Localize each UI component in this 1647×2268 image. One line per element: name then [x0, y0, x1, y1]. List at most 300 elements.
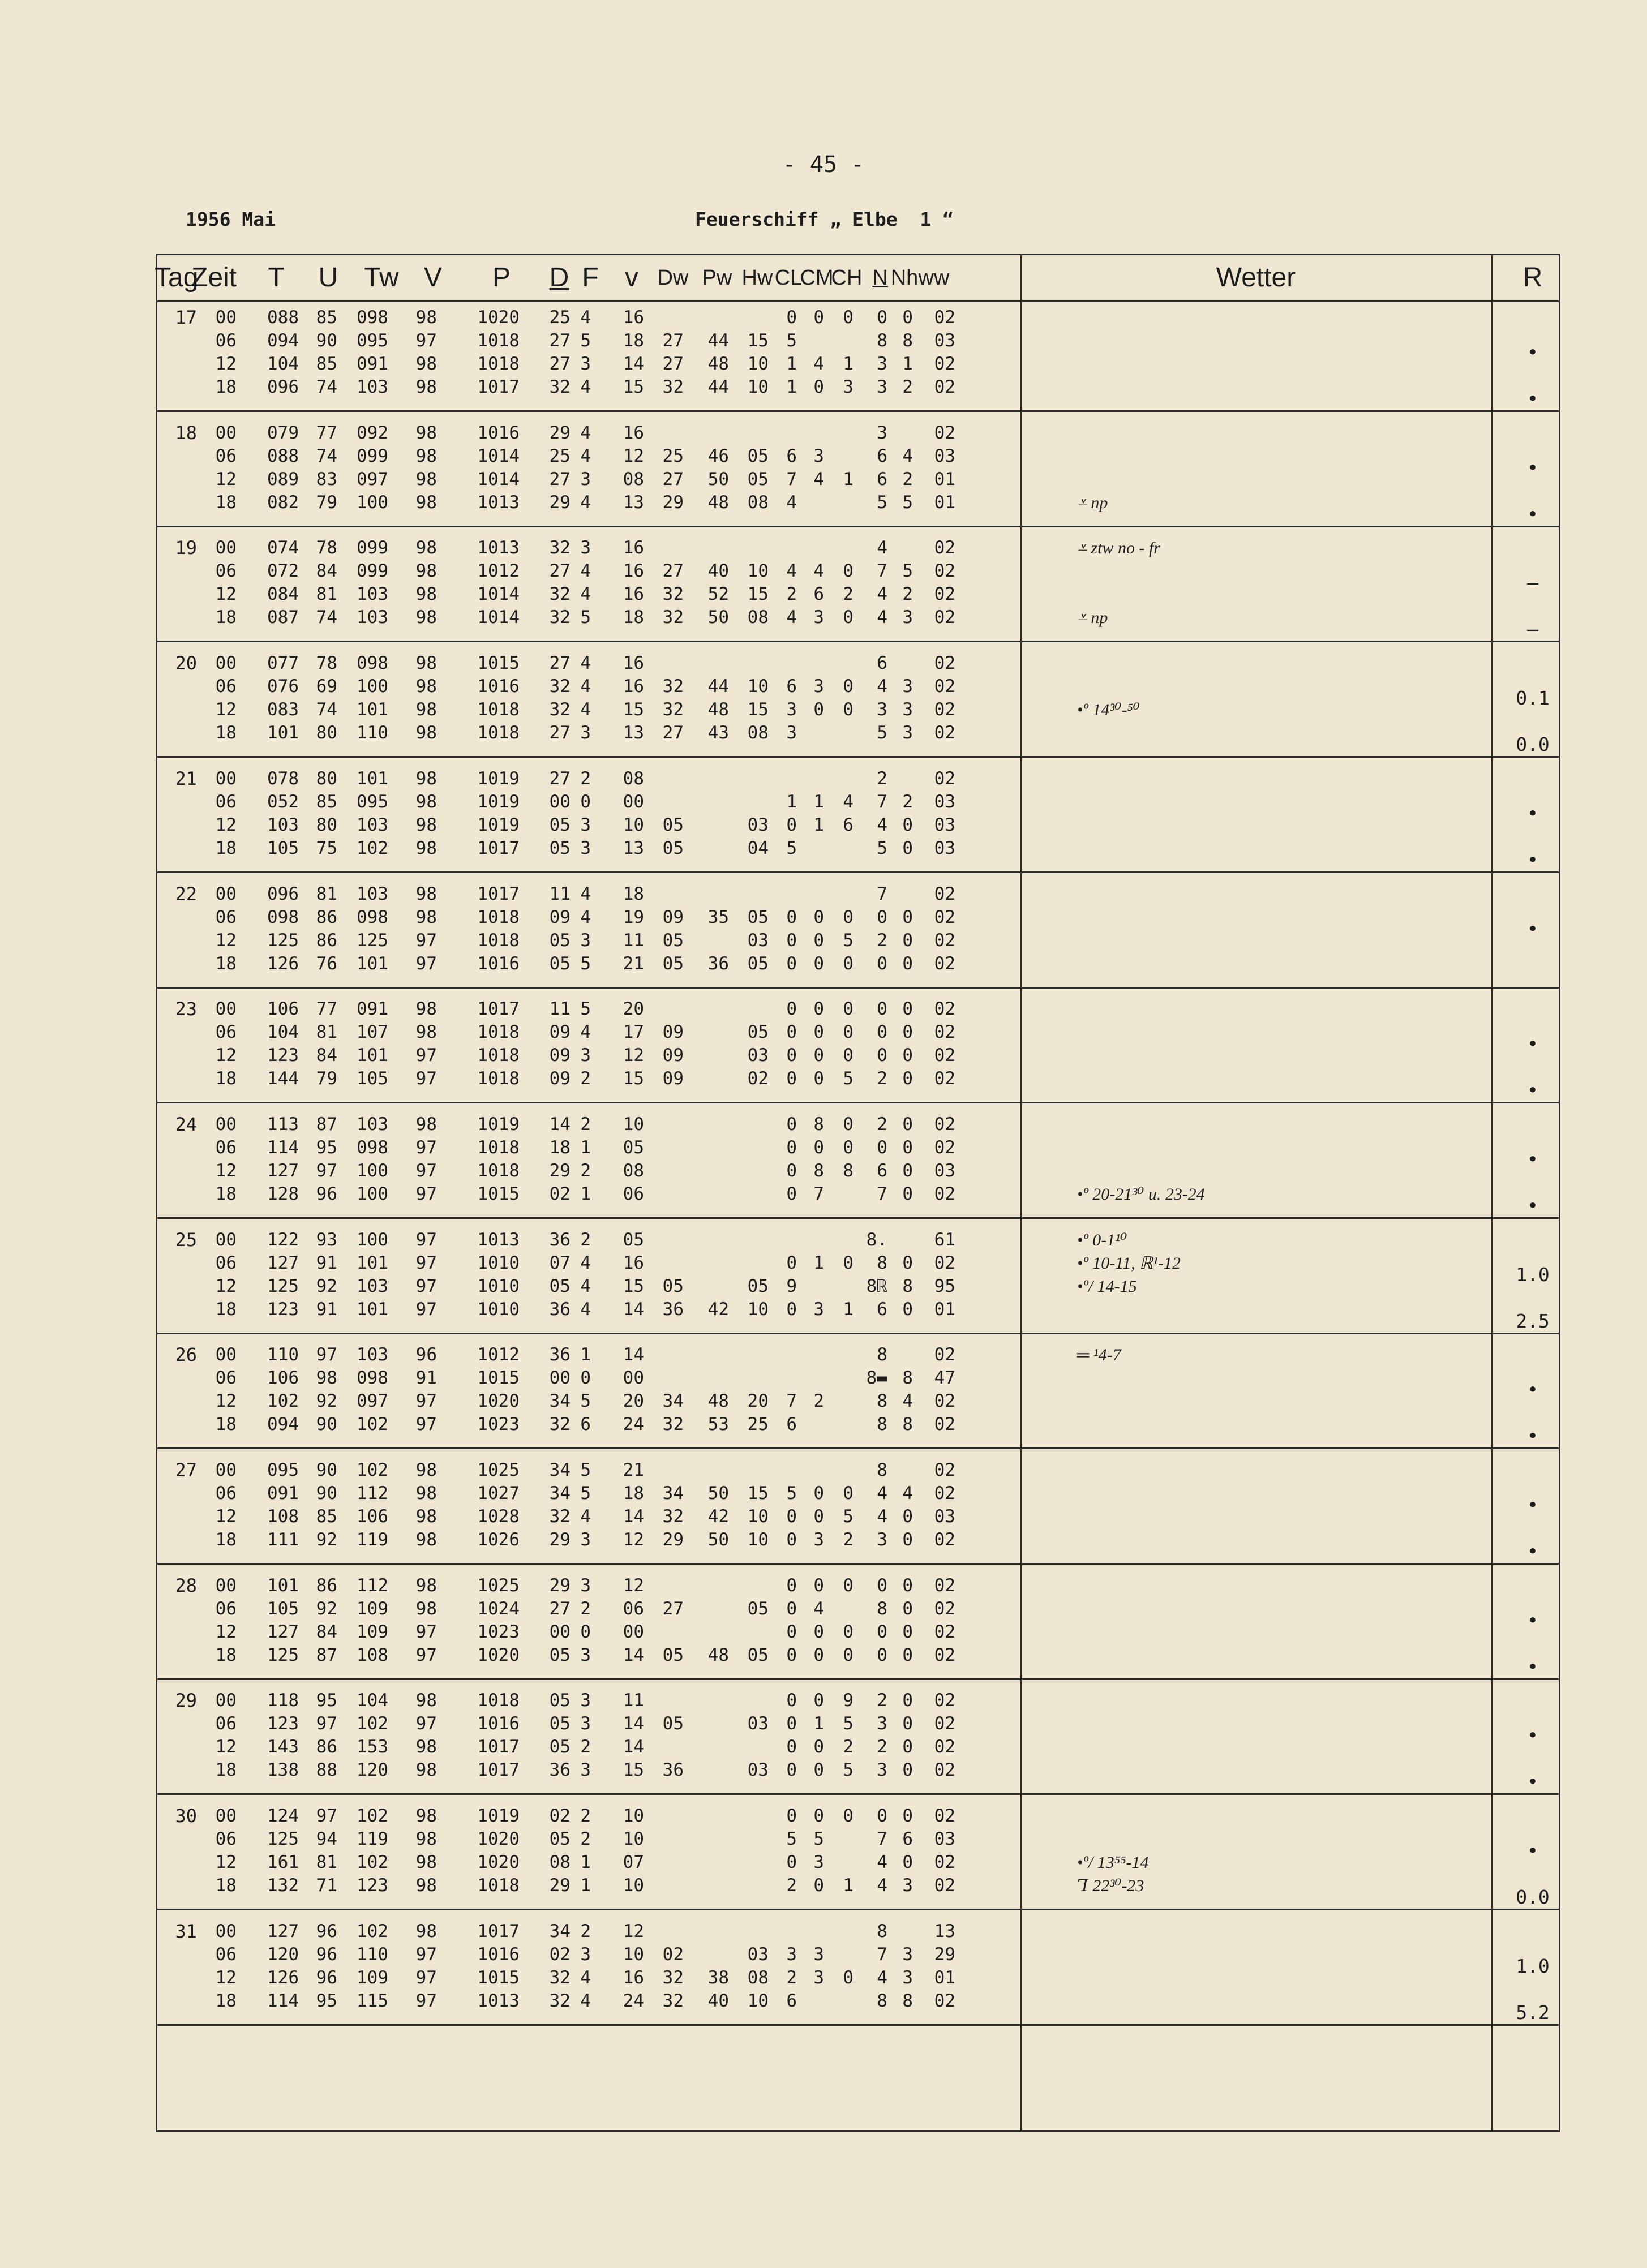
cell-u: 92 — [316, 1530, 337, 1550]
header-n: N — [872, 266, 888, 290]
observation-row — [157, 536, 1020, 560]
observation-row — [157, 1044, 1020, 1067]
header-r: R — [1522, 263, 1543, 293]
cell-tw: 100 — [357, 492, 388, 513]
day-separator — [157, 410, 1559, 412]
cell-zeit: 06 — [215, 1829, 237, 1850]
cell-p: 1026 — [477, 1530, 520, 1550]
cell-v: 98 — [415, 1760, 437, 1781]
cell-hw: 05 — [747, 1644, 769, 1665]
cell-zeit: 12 — [215, 1045, 237, 1066]
cell-t: 101 — [267, 723, 299, 744]
cell-cm: 3 — [813, 607, 824, 628]
header-ww: ww — [918, 266, 950, 290]
cell-zeit: 06 — [215, 445, 237, 466]
cell-zeit: 12 — [215, 814, 237, 835]
cell-f: 4 — [580, 699, 591, 720]
cell-v: 98 — [415, 445, 437, 466]
cell-ww: 02 — [934, 1022, 955, 1043]
day-number: 29 — [175, 1690, 197, 1712]
cell-n: 5 — [877, 492, 887, 513]
cell-p: 1010 — [477, 1275, 520, 1296]
cell-v: 98 — [415, 883, 437, 904]
observation-row — [157, 998, 1020, 1021]
cell-tw: 103 — [357, 607, 388, 628]
cell-p: 1020 — [477, 1829, 520, 1850]
cell-cm: 1 — [813, 1713, 824, 1734]
cell-pw: 44 — [707, 377, 729, 397]
precipitation-value: • — [1527, 1194, 1538, 1217]
cell-cl: 0 — [786, 1160, 797, 1181]
weather-note: •º/ 14-15 — [1077, 1277, 1137, 1296]
cell-nh: 0 — [902, 1045, 913, 1066]
cell-ww: 47 — [934, 1368, 955, 1389]
cell-ww: 03 — [934, 814, 955, 835]
cell-pw: 44 — [707, 330, 729, 351]
day-number: 25 — [175, 1228, 197, 1251]
cell-v: 16 — [623, 584, 644, 605]
precipitation-value: • — [1527, 917, 1538, 940]
observation-row — [157, 1874, 1020, 1897]
cell-v: 20 — [623, 999, 644, 1020]
cell-zeit: 18 — [215, 492, 237, 513]
cell-nh: 1 — [902, 354, 913, 374]
cell-zeit: 00 — [215, 1460, 237, 1480]
cell-tw: 098 — [357, 907, 388, 927]
cell-v: 98 — [415, 1530, 437, 1550]
cell-hw: 05 — [747, 1022, 769, 1043]
cell-nh: 0 — [902, 953, 913, 974]
cell-hw: 10 — [747, 1530, 769, 1550]
cell-cm: 2 — [813, 1391, 824, 1412]
cell-dw: 09 — [662, 907, 684, 927]
cell-t: 076 — [267, 676, 299, 697]
cell-cm: 0 — [813, 1068, 824, 1089]
cell-dw: 34 — [662, 1483, 684, 1504]
cell-t: 074 — [267, 538, 299, 559]
cell-ch: 0 — [843, 1252, 853, 1273]
cell-u: 95 — [316, 1990, 337, 2011]
cell-t: 104 — [267, 354, 299, 374]
cell-v: 15 — [623, 1760, 644, 1781]
cell-dw: 36 — [662, 1299, 684, 1320]
observation-row — [157, 698, 1020, 721]
cell-pw: 40 — [707, 561, 729, 582]
cell-tw: 104 — [357, 1690, 388, 1711]
cell-u: 69 — [316, 676, 337, 697]
cell-tw: 102 — [357, 1460, 388, 1480]
cell-tw: 105 — [357, 1068, 388, 1089]
cell-tw: 102 — [357, 1414, 388, 1435]
cell-t: 123 — [267, 1045, 299, 1066]
cell-cm: 3 — [813, 445, 824, 466]
cell-f: 2 — [580, 1829, 591, 1850]
cell-ch: 0 — [843, 561, 853, 582]
observation-row — [157, 468, 1020, 491]
cell-zeit: 18 — [215, 1990, 237, 2011]
cell-dw: 27 — [662, 469, 684, 489]
day-number: 23 — [175, 998, 197, 1020]
day-separator — [157, 1102, 1559, 1103]
cell-zeit: 06 — [215, 1368, 237, 1389]
cell-p: 1013 — [477, 1990, 520, 2011]
cell-v: 15 — [623, 1068, 644, 1089]
cell-tw: 100 — [357, 1183, 388, 1204]
cell-pw: 48 — [707, 492, 729, 513]
cell-u: 96 — [316, 1183, 337, 1204]
cell-n: 4 — [877, 676, 887, 697]
cell-u: 79 — [316, 492, 337, 513]
cell-ww: 02 — [934, 1137, 955, 1158]
cell-nh: 0 — [902, 1713, 913, 1734]
cell-v: 14 — [623, 1345, 644, 1365]
cell-v: 98 — [415, 791, 437, 812]
header-v: v — [625, 263, 638, 293]
cell-u: 87 — [316, 1114, 337, 1135]
cell-nh: 0 — [902, 999, 913, 1020]
cell-u: 78 — [316, 653, 337, 674]
observation-row — [157, 1736, 1020, 1759]
cell-f: 2 — [580, 1921, 591, 1941]
cell-tw: 100 — [357, 676, 388, 697]
cell-d: 36 — [549, 1760, 571, 1781]
cell-dw: 27 — [662, 354, 684, 374]
cell-pw: 52 — [707, 584, 729, 605]
cell-dw: 32 — [662, 1967, 684, 1988]
cell-pw: 48 — [707, 1391, 729, 1412]
cell-tw: 109 — [357, 1967, 388, 1988]
cell-nh: 0 — [902, 1160, 913, 1181]
cell-u: 74 — [316, 377, 337, 397]
cell-ww: 02 — [934, 999, 955, 1020]
cell-zeit: 18 — [215, 1068, 237, 1089]
cell-cl: 0 — [786, 1114, 797, 1135]
cell-n: 0 — [877, 907, 887, 927]
day-separator — [157, 987, 1559, 989]
cell-u: 85 — [316, 791, 337, 812]
cell-n: 4 — [877, 814, 887, 835]
cell-ww: 03 — [934, 1506, 955, 1527]
cell-v: 16 — [623, 1252, 644, 1273]
cell-nh: 8 — [902, 1275, 913, 1296]
cell-t: 111 — [267, 1530, 299, 1550]
cell-v: 98 — [415, 1483, 437, 1504]
cell-zeit: 00 — [215, 1575, 237, 1596]
cell-v: 13 — [623, 492, 644, 513]
cell-nh: 0 — [902, 1183, 913, 1204]
cell-zeit: 12 — [215, 469, 237, 489]
cell-v: 00 — [623, 1368, 644, 1389]
precipitation-value: • — [1527, 1079, 1538, 1102]
precipitation-value: 1.0 — [1516, 1955, 1550, 1977]
cell-f: 4 — [580, 584, 591, 605]
cell-nh: 0 — [902, 930, 913, 951]
cell-v: 97 — [415, 1414, 437, 1435]
cell-tw: 101 — [357, 768, 388, 789]
cell-zeit: 06 — [215, 1137, 237, 1158]
cell-nh: 0 — [902, 1621, 913, 1642]
cell-cm: 0 — [813, 1621, 824, 1642]
cell-cl: 5 — [786, 837, 797, 858]
cell-p: 1027 — [477, 1483, 520, 1504]
cell-tw: 098 — [357, 653, 388, 674]
weather-note: ⩡ ztw no - fr — [1077, 539, 1160, 558]
cell-v: 98 — [415, 1829, 437, 1850]
cell-tw: 103 — [357, 1114, 388, 1135]
cell-f: 2 — [580, 1598, 591, 1619]
cell-u: 81 — [316, 883, 337, 904]
cell-n: 3 — [877, 422, 887, 443]
cell-d: 05 — [549, 837, 571, 858]
cell-cm: 0 — [813, 999, 824, 1020]
cell-dw: 05 — [662, 837, 684, 858]
cell-v: 17 — [623, 1022, 644, 1043]
cell-p: 1010 — [477, 1299, 520, 1320]
cell-cm: 3 — [813, 676, 824, 697]
day-number: 30 — [175, 1805, 197, 1827]
cell-d: 05 — [549, 1737, 571, 1758]
cell-cl: 3 — [786, 723, 797, 744]
cell-ch: 0 — [843, 1644, 853, 1665]
cell-v: 10 — [623, 1944, 644, 1965]
cell-t: 123 — [267, 1713, 299, 1734]
cell-f: 3 — [580, 1530, 591, 1550]
cell-dw: 09 — [662, 1022, 684, 1043]
cell-d: 27 — [549, 653, 571, 674]
weather-note: •º 20-21³⁰ u. 23-24 — [1077, 1184, 1205, 1204]
cell-n: 6 — [877, 1160, 887, 1181]
cell-v: 97 — [415, 330, 437, 351]
observation-row — [157, 1459, 1020, 1482]
cell-v: 07 — [623, 1852, 644, 1873]
cell-u: 96 — [316, 1944, 337, 1965]
cell-tw: 120 — [357, 1760, 388, 1781]
cell-v: 10 — [623, 1114, 644, 1135]
cell-ww: 02 — [934, 1737, 955, 1758]
cell-u: 88 — [316, 1760, 337, 1781]
header-station: Feuerschiff „ Elbe 1 “ — [695, 208, 954, 230]
cell-d: 34 — [549, 1483, 571, 1504]
header-f: F — [582, 263, 599, 293]
cell-v: 97 — [415, 1252, 437, 1273]
cell-n: 8 — [877, 1460, 887, 1480]
cell-tw: 103 — [357, 584, 388, 605]
header-hw: Hw — [741, 266, 773, 290]
cell-nh: 0 — [902, 1252, 913, 1273]
cell-zeit: 06 — [215, 676, 237, 697]
cell-f: 3 — [580, 1575, 591, 1596]
cell-v: 13 — [623, 837, 644, 858]
cell-hw: 05 — [747, 907, 769, 927]
cell-f: 0 — [580, 791, 591, 812]
observation-row — [157, 1759, 1020, 1782]
cell-u: 81 — [316, 1852, 337, 1873]
cell-v: 97 — [415, 1137, 437, 1158]
cell-f: 4 — [580, 561, 591, 582]
cell-f: 5 — [580, 999, 591, 1020]
cell-p: 1017 — [477, 1760, 520, 1781]
cell-p: 1017 — [477, 1921, 520, 1941]
cell-u: 81 — [316, 584, 337, 605]
cell-dw: 05 — [662, 1644, 684, 1665]
day-separator — [157, 2024, 1559, 2026]
cell-pw: 44 — [707, 676, 729, 697]
cell-f: 1 — [580, 1137, 591, 1158]
day-number: 31 — [175, 1920, 197, 1942]
cell-t: 113 — [267, 1114, 299, 1135]
cell-v: 91 — [415, 1368, 437, 1389]
cell-pw: 42 — [707, 1506, 729, 1527]
header-u: U — [318, 263, 338, 293]
cell-cm: 0 — [813, 953, 824, 974]
precipitation-value: 0.0 — [1516, 1886, 1550, 1909]
cell-ww: 03 — [934, 1829, 955, 1850]
cell-ww: 02 — [934, 930, 955, 951]
cell-dw: 29 — [662, 1530, 684, 1550]
precipitation-value: 0.1 — [1516, 687, 1550, 710]
observation-row — [157, 929, 1020, 952]
day-number: 21 — [175, 767, 197, 789]
cell-n: 7 — [877, 791, 887, 812]
cell-cl: 0 — [786, 1299, 797, 1320]
cell-n: 7 — [877, 1183, 887, 1204]
cell-ww: 02 — [934, 1414, 955, 1435]
cell-zeit: 06 — [215, 791, 237, 812]
observation-row — [157, 1275, 1020, 1298]
cell-d: 05 — [549, 1275, 571, 1296]
cell-zeit: 18 — [215, 1875, 237, 1896]
cell-u: 94 — [316, 1829, 337, 1850]
cell-tw: 125 — [357, 930, 388, 951]
cell-v: 98 — [415, 422, 437, 443]
cell-n: 5 — [877, 723, 887, 744]
cell-pw: 40 — [707, 1990, 729, 2011]
cell-p: 1013 — [477, 492, 520, 513]
cell-nh: 0 — [902, 1530, 913, 1550]
cell-ch: 0 — [843, 907, 853, 927]
cell-n: 8 — [877, 1414, 887, 1435]
cell-t: 089 — [267, 469, 299, 489]
cell-v: 97 — [415, 1299, 437, 1320]
cell-d: 25 — [549, 445, 571, 466]
cell-v: 98 — [415, 1921, 437, 1941]
cell-v: 06 — [623, 1183, 644, 1204]
cell-hw: 10 — [747, 1990, 769, 2011]
cell-f: 4 — [580, 1275, 591, 1296]
cell-n: 0 — [877, 1621, 887, 1642]
cell-ch: 3 — [843, 377, 853, 397]
cell-u: 86 — [316, 1737, 337, 1758]
cell-hw: 10 — [747, 377, 769, 397]
cell-tw: 098 — [357, 1368, 388, 1389]
cell-ww: 02 — [934, 1621, 955, 1642]
cell-p: 1018 — [477, 1690, 520, 1711]
cell-d: 05 — [549, 1829, 571, 1850]
observation-row — [157, 1828, 1020, 1851]
cell-cm: 3 — [813, 1967, 824, 1988]
cell-nh: 0 — [902, 1598, 913, 1619]
cell-v: 05 — [623, 1137, 644, 1158]
cell-cm: 0 — [813, 1690, 824, 1711]
cell-p: 1019 — [477, 814, 520, 835]
day-separator — [157, 756, 1559, 758]
cell-p: 1018 — [477, 1875, 520, 1896]
cell-hw: 04 — [747, 837, 769, 858]
cell-f: 3 — [580, 354, 591, 374]
cell-cl: 0 — [786, 307, 797, 328]
cell-tw: 095 — [357, 330, 388, 351]
cell-ww: 02 — [934, 1760, 955, 1781]
observation-row — [157, 376, 1020, 399]
cell-v: 97 — [415, 930, 437, 951]
precipitation-value: • — [1527, 1840, 1538, 1862]
cell-v: 21 — [623, 1460, 644, 1480]
cell-v: 12 — [623, 445, 644, 466]
cell-v: 10 — [623, 814, 644, 835]
cell-d: 09 — [549, 1022, 571, 1043]
cell-tw: 101 — [357, 1299, 388, 1320]
cell-p: 1014 — [477, 607, 520, 628]
cell-v: 21 — [623, 953, 644, 974]
header-nh: Nh — [890, 266, 919, 290]
observation-row — [157, 606, 1020, 629]
cell-u: 92 — [316, 1275, 337, 1296]
cell-u: 77 — [316, 999, 337, 1020]
cell-cm: 0 — [813, 1045, 824, 1066]
cell-v: 97 — [415, 1621, 437, 1642]
header-p: P — [492, 263, 511, 293]
cell-n: 6 — [877, 653, 887, 674]
cell-zeit: 06 — [215, 330, 237, 351]
cell-v: 98 — [415, 699, 437, 720]
cell-zeit: 18 — [215, 1644, 237, 1665]
cell-ww: 02 — [934, 1990, 955, 2011]
cell-tw: 099 — [357, 561, 388, 582]
cell-hw: 10 — [747, 1299, 769, 1320]
cell-tw: 103 — [357, 814, 388, 835]
cell-t: 128 — [267, 1183, 299, 1204]
cell-v: 14 — [623, 1299, 644, 1320]
cell-ww: 02 — [934, 1713, 955, 1734]
cell-p: 1017 — [477, 1737, 520, 1758]
cell-f: 4 — [580, 676, 591, 697]
cell-cl: 3 — [786, 699, 797, 720]
cell-t: 127 — [267, 1160, 299, 1181]
cell-v: 98 — [415, 676, 437, 697]
cell-v: 98 — [415, 492, 437, 513]
cell-ch: 6 — [843, 814, 853, 835]
cell-cl: 0 — [786, 1644, 797, 1665]
day-number: 27 — [175, 1459, 197, 1481]
cell-v: 14 — [623, 1644, 644, 1665]
cell-v: 98 — [415, 561, 437, 582]
observation-row — [157, 675, 1020, 698]
cell-f: 4 — [580, 1299, 591, 1320]
cell-f: 3 — [580, 1713, 591, 1734]
cell-nh: 8 — [902, 330, 913, 351]
cell-v: 13 — [623, 723, 644, 744]
cell-tw: 109 — [357, 1598, 388, 1619]
cell-cl: 5 — [786, 1829, 797, 1850]
precipitation-value: 0.0 — [1516, 733, 1550, 756]
cell-n: 7 — [877, 1944, 887, 1965]
cell-cl: 1 — [786, 377, 797, 397]
cell-zeit: 18 — [215, 1414, 237, 1435]
cell-tw: 153 — [357, 1737, 388, 1758]
observation-row — [157, 1920, 1020, 1943]
cell-t: 079 — [267, 422, 299, 443]
cell-f: 4 — [580, 883, 591, 904]
